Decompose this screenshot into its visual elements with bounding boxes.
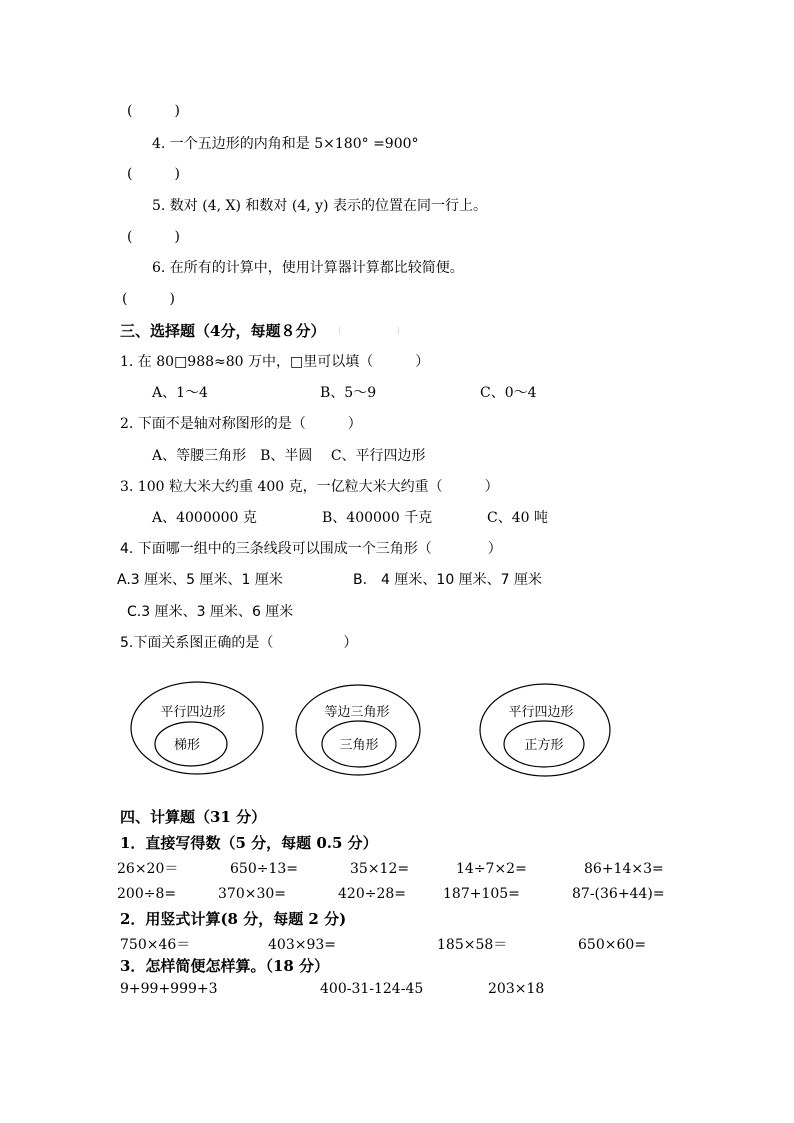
- calc-item: 9+99+999+3: [120, 981, 218, 997]
- subsection-vertical: 2．用竖式计算(8 分，每题 2 分): [120, 910, 347, 928]
- calc-item: 200÷8=: [117, 886, 177, 902]
- section-header-calc: 四、计算题（31 分）: [120, 808, 267, 826]
- options-row: A、等腰三角形 B、半圆 C、平行四边形: [152, 448, 426, 464]
- outer-ellipse: [480, 684, 610, 776]
- calc-item: 650×60=: [578, 937, 646, 953]
- calc-item: 650÷13=: [230, 861, 298, 877]
- calc-item: 203×18: [488, 981, 545, 997]
- choice-question-1: 1. 在 80□988≈80 万中，□里可以填（ ）: [120, 354, 430, 370]
- calc-item: 35×12=: [350, 861, 410, 877]
- option-b: B. 4 厘米、10 厘米、7 厘米: [353, 572, 543, 588]
- answer-paren[interactable]: ( ): [127, 166, 180, 182]
- option-b: B、400000 千克: [322, 510, 433, 526]
- subsection-direct: 1．直接写得数（5 分，每题 0.5 分）: [120, 834, 378, 852]
- calc-item: 87-(36+44)=: [572, 886, 665, 902]
- choice-question-4: 4. 下面哪一组中的三条线段可以围成一个三角形（ ）: [120, 541, 502, 557]
- option-a: A.3 厘米、5 厘米、1 厘米: [117, 572, 283, 588]
- subsection-simplify: 3．怎样简便怎样算。（18 分）: [120, 957, 330, 975]
- calc-item: 86+14×3=: [584, 861, 664, 877]
- option-b: B、5～9: [320, 385, 377, 401]
- calc-item: 14÷7×2=: [456, 861, 527, 877]
- judge-question-5: 5. 数对 (4, X) 和数对 (4, y) 表示的位置在同一行上。: [152, 198, 487, 214]
- inner-label: 正方形: [524, 738, 564, 753]
- diagram-option-2: [296, 685, 420, 775]
- answer-paren[interactable]: ( ): [127, 229, 180, 245]
- calc-item: 400-31-124-45: [320, 981, 424, 997]
- choice-question-2: 2. 下面不是轴对称图形的是（ ）: [120, 416, 362, 432]
- option-c: C.3 厘米、3 厘米、6 厘米: [127, 604, 294, 620]
- calc-item: 370×30=: [218, 886, 286, 902]
- answer-paren[interactable]: ( ): [127, 103, 180, 119]
- diagram-option-1: [131, 682, 263, 774]
- diagram-option-3: [480, 684, 610, 776]
- option-a: A、1～4: [152, 385, 208, 401]
- choice-question-3: 3. 100 粒大米大约重 400 克，一亿粒大米大约重（ ）: [120, 479, 499, 495]
- outer-label: 等边三角形: [324, 705, 390, 720]
- choice-question-5: 5.下面关系图正确的是（ ）: [120, 635, 358, 651]
- inner-label: 梯形: [173, 738, 201, 753]
- option-a: A、4000000 克: [152, 510, 257, 526]
- outer-ellipse: [131, 682, 263, 774]
- calc-item: 403×93=: [268, 937, 336, 953]
- judge-question-6: 6. 在所有的计算中，使用计算器计算都比较简便。: [152, 260, 464, 276]
- calc-item: 185×58＝: [437, 937, 508, 953]
- calc-item: 26×20＝: [117, 861, 179, 877]
- answer-paren[interactable]: ( ): [122, 291, 175, 307]
- option-c: C、0～4: [480, 385, 537, 401]
- outer-label: 平行四边形: [160, 705, 226, 720]
- option-c: C、40 吨: [487, 510, 548, 526]
- outer-label: 平行四边形: [508, 705, 574, 720]
- judge-question-4: 4. 一个五边形的内角和是 5×180° =900°: [152, 136, 419, 152]
- calc-item: 420÷28=: [338, 886, 406, 902]
- section-header-choice: 三、选择题（4分，每题８分）: [120, 322, 326, 340]
- calc-item: 187+105=: [443, 886, 520, 902]
- outer-ellipse: [296, 685, 420, 775]
- calc-item: 750×46＝: [120, 937, 191, 953]
- inner-label: 三角形: [339, 738, 379, 753]
- faint-watermark-text: ( ): [338, 326, 400, 337]
